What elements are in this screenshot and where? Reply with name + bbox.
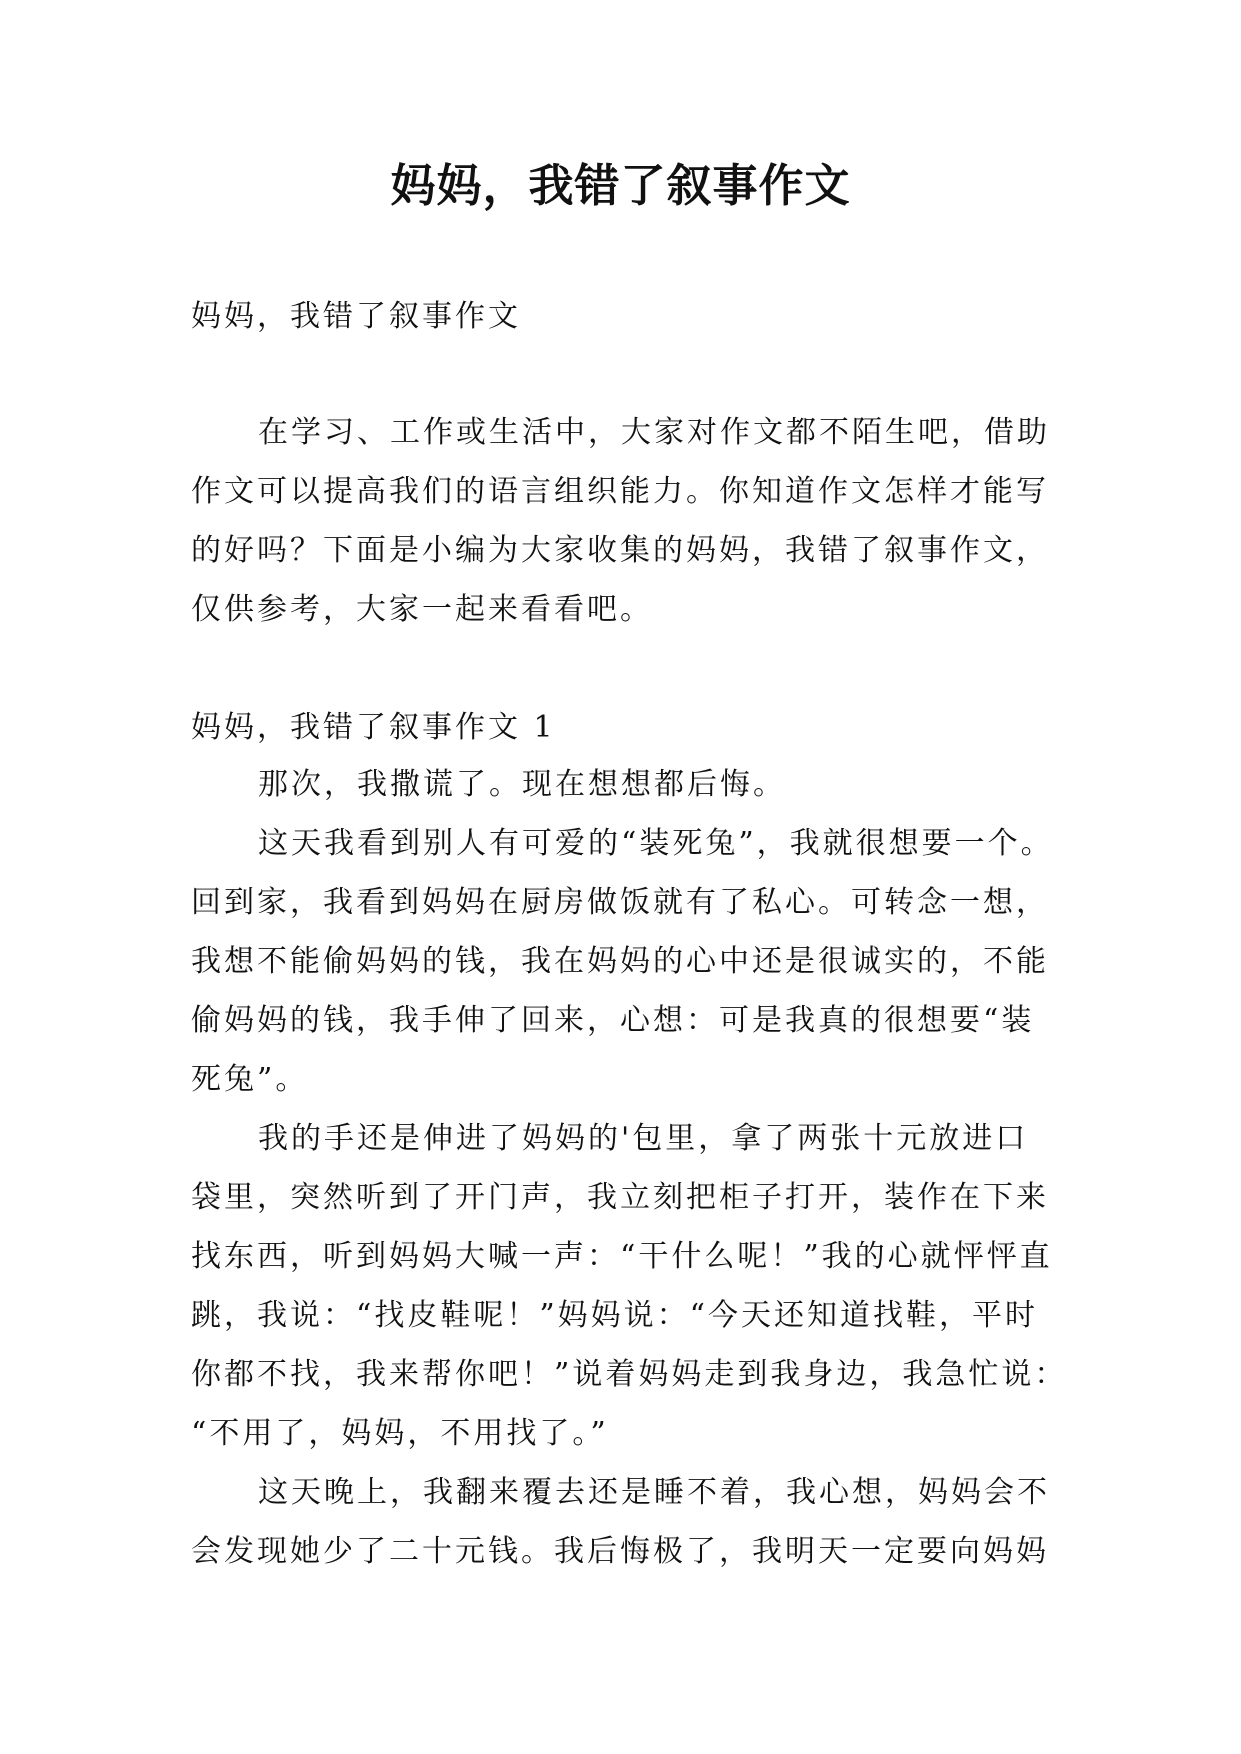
body-line: 这天晚上，我翻来覆去还是睡不着，我心想，妈妈会不: [258, 1475, 1050, 1510]
body-line: 找东西，听到妈妈大喊一声：“干什么呢！”我的心就怦怦直: [191, 1239, 1053, 1274]
intro-line: 的好吗？下面是小编为大家收集的妈妈，我错了叙事作文，: [191, 533, 1049, 568]
document-subtitle: 妈妈，我错了叙事作文: [191, 299, 521, 334]
body-line: 跳，我说：“找皮鞋呢！”妈妈说：“今天还知道找鞋，平时: [191, 1298, 1039, 1333]
body-line: 那次，我撒谎了。现在想想都后悔。: [258, 767, 786, 802]
body-line: 偷妈妈的钱，我手伸了回来，心想：可是我真的很想要“装: [191, 1003, 1035, 1038]
body-line: 死兔”。: [191, 1062, 309, 1097]
body-line: “不用了，妈妈，不用找了。”: [191, 1416, 609, 1451]
section-heading: 妈妈，我错了叙事作文 1: [191, 710, 556, 745]
document-title: 妈妈，我错了叙事作文: [390, 159, 851, 212]
body-line: 我的手还是伸进了妈妈的'包里，拿了两张十元放进口: [258, 1121, 1029, 1156]
body-line: 我想不能偷妈妈的钱，我在妈妈的心中还是很诚实的，不能: [191, 944, 1049, 979]
body-line: 袋里，突然听到了开门声，我立刻把柜子打开，装作在下来: [191, 1180, 1049, 1215]
intro-line: 仅供参考，大家一起来看看吧。: [191, 592, 653, 627]
body-line: 会发现她少了二十元钱。我后悔极了，我明天一定要向妈妈: [191, 1534, 1049, 1569]
body-line: 你都不找，我来帮你吧！”说着妈妈走到我身边，我急忙说：: [191, 1357, 1068, 1392]
intro-line: 在学习、工作或生活中，大家对作文都不陌生吧，借助: [258, 415, 1050, 450]
intro-line: 作文可以提高我们的语言组织能力。你知道作文怎样才能写: [191, 474, 1049, 509]
body-line: 回到家，我看到妈妈在厨房做饭就有了私心。可转念一想，: [191, 885, 1049, 920]
body-line: 这天我看到别人有可爱的“装死兔”，我就很想要一个。: [258, 826, 1054, 861]
